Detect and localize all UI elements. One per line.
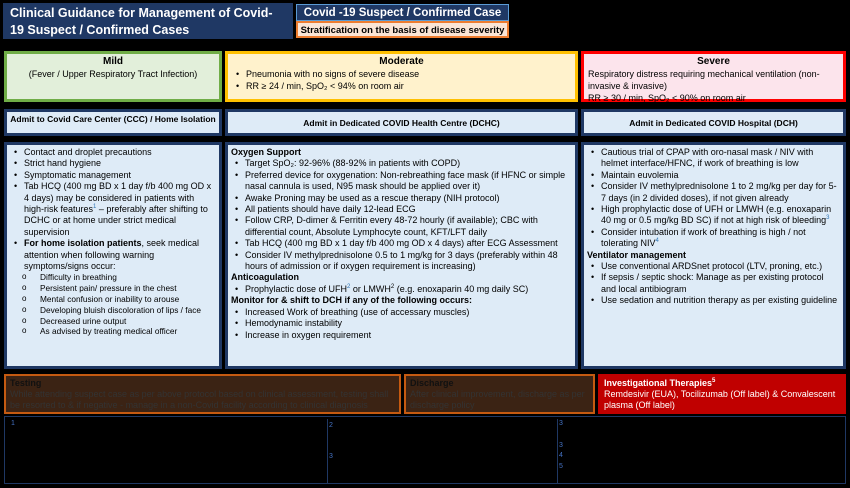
intubation-text: Consider intubation if work of breathing is high / not tolerating NIV [601, 226, 806, 249]
list-item: • Follow CRP, D-dimer & Ferritin every 48-72 hourly (if available); CBC with differential count, Absolute Lymphocyte count, KFT/LFT daily [245, 215, 572, 238]
footnote-ref: 3 [826, 215, 830, 222]
moderate-box [225, 51, 578, 102]
list-item: • All patients should have daily 12-lead ECG [245, 204, 572, 215]
warning-sign: o Difficulty in breathing [40, 272, 216, 283]
footnote-number: 5 [559, 463, 563, 470]
admit-mild-text: Admit to Covid Care Center (CCC) / Home Isolation [10, 114, 216, 124]
list-item: • Tab HCQ (400 mg BD x 1 day f/b 400 mg OD x 4 days) after ECG Assessment [245, 238, 572, 249]
list-item: • Preferred device for oxygenation: Non-rebreathing face mask (if HFNC or simple nasal cannula is used, N95 mask should be applied over it) [245, 170, 572, 193]
list-item: • Consider IV methylprednisolone 1 to 2 mg/kg per day for 5-7 days (in 2 divided doses), if not given already [601, 181, 840, 204]
list-item: • Contact and droplet precautions [24, 147, 216, 158]
footnote-number: 3 [329, 453, 333, 460]
testing-box [4, 374, 401, 414]
title-text: Clinical Guidance for Management of Covid-19 Suspect / Confirmed Cases [10, 6, 273, 37]
page-title [3, 3, 293, 39]
divider [327, 419, 328, 483]
severe-title: Severe [697, 56, 730, 67]
hcq-text-cont: – preferably after shifting to DCHC or at home under strict medical supervision [24, 204, 208, 237]
anticoagulation-heading: Anticoagulation [231, 272, 299, 283]
footnote-number: 3 [559, 442, 563, 449]
list-item: • Cautious trial of CPAP with oro-nasal mask / NIV with helmet interface/HFNC, if work of breathing is low [601, 147, 840, 170]
footnote-number: 4 [559, 452, 563, 459]
warning-sign: o Developing bluish discoloration of lips / face [40, 305, 216, 316]
testing-title: Testing [10, 378, 42, 388]
severe-management [581, 142, 846, 369]
discharge-text: After clinical improvement, discharge as per discharge policy [410, 389, 585, 410]
footnote-ref: 2 [390, 283, 395, 290]
footnote-ref: 5 [712, 378, 716, 384]
admit-mild [4, 109, 222, 136]
list-item: • Strict hand hygiene [24, 158, 216, 169]
case-header-text: Covid -19 Suspect / Confirmed Case [303, 7, 502, 19]
list-item [245, 284, 572, 295]
list-item [24, 238, 216, 272]
admit-severe [581, 109, 846, 136]
admit-moderate [225, 109, 578, 136]
moderate-title: Moderate [379, 56, 424, 67]
anticoag-text: or LMWH [350, 283, 391, 294]
home-isolation-text: , seek medical attention when following warning symptoms/signs occur: [24, 238, 200, 272]
anticoag-text: Prophylactic dose of UFH [245, 283, 348, 294]
severe-desc: Respiratory distress requiring mechanical ventilation (non-invasive & invasive) [588, 69, 820, 91]
ventilator-heading: Ventilator management [587, 249, 687, 260]
list-item: • Use conventional ARDSnet protocol (LTV, proning, etc.) [601, 261, 840, 272]
mild-box [4, 51, 222, 102]
discharge-box [404, 374, 595, 414]
discharge-title: Discharge [410, 378, 454, 388]
divider [557, 419, 558, 483]
list-item: • Consider IV methylprednisolone 0.5 to 1 mg/kg for 3 days (preferably within 48 hours of admission or if oxygen requirement is increasing) [245, 250, 572, 273]
footnotes-panel [4, 416, 846, 484]
footnote-ref: 4 [655, 238, 659, 245]
monitor-heading: Monitor for & shift to DCH if any of the following occurs: [231, 295, 472, 306]
list-item [601, 204, 840, 227]
footnote-number: 3 [559, 420, 563, 427]
investigational-title-text: Investigational Therapies [604, 378, 713, 388]
ufh-text: High prophylactic dose of UFH or LMWH (e.g. enoxaparin 40 mg or 0.5 mg/kg BD SC) if not at high risk of bleeding [601, 204, 832, 226]
testing-text: While attending suspect case as per above protocol based on clinical assessment, testing shall be resorted to & if negative - manage in a non-Covid facility according to clinical diagnosis [10, 389, 389, 410]
list-item: • Awake Proning may be used as a rescue therapy (NIH protocol) [245, 193, 572, 204]
list-item: • Maintain euvolemia [601, 170, 840, 181]
investigational-box [598, 374, 846, 414]
warning-sign: o Mental confusion or inability to arouse [40, 294, 216, 305]
warning-sign: o As advised by treating medical officer [40, 326, 216, 337]
footnote-number: 1 [11, 420, 15, 427]
oxygen-heading: Oxygen Support [231, 147, 302, 157]
list-item: • Increased Work of breathing (use of accessary muscles) [245, 307, 572, 318]
list-item: • Use sedation and nutrition therapy as per existing guideline [601, 295, 840, 306]
list-item: • Symptomatic management [24, 170, 216, 181]
hcq-text: Tab HCQ (400 mg BD x 1 day f/b 400 mg OD x 4 days) may be considered in patients with high-risk features [24, 181, 212, 215]
investigational-title [604, 378, 840, 389]
mild-desc: (Fever / Upper Respiratory Tract Infection) [28, 69, 198, 79]
case-header [296, 4, 509, 21]
stratification-text: Stratification on the basis of disease severity [300, 25, 505, 36]
admit-severe-text: Admit in Dedicated COVID Hospital (DCH) [629, 118, 798, 128]
warning-sign: o Persistent pain/ pressure in the chest [40, 283, 216, 294]
home-isolation-label: For home isolation patients [24, 238, 142, 249]
severe-box [581, 51, 846, 102]
footnote-ref: 2 [347, 283, 351, 290]
severe-criterion: RR ≥ 30 / min, SpO₂ < 90% on room air [588, 93, 746, 103]
anticoag-text: (e.g. enoxaparin 40 mg daily SC) [394, 283, 529, 294]
list-item [601, 227, 840, 250]
warning-sign: o Decreased urine output [40, 316, 216, 327]
moderate-management [225, 142, 578, 369]
list-item: • Target SpO₂: 92-96% (88-92% in patients with COPD) [245, 158, 572, 169]
mild-title: Mild [103, 56, 123, 67]
moderate-criterion: • Pneumonia with no signs of severe disease [246, 68, 571, 80]
list-item: • If sepsis / septic shock: Manage as per existing protocol and local antibiogram [601, 272, 840, 295]
list-item [24, 181, 216, 238]
list-item: • Increase in oxygen requirement [245, 330, 572, 341]
admit-moderate-text: Admit in Dedicated COVID Health Centre (DCHC) [303, 118, 500, 128]
investigational-text: Remdesivir (EUA), Tocilizumab (Off label) & Convalescent plasma (Off label) [604, 389, 836, 410]
list-item: • Hemodynamic instability [245, 318, 572, 329]
mild-management [4, 142, 222, 369]
moderate-criterion: • RR ≥ 24 / min, SpO₂ < 94% on room air [246, 80, 571, 92]
stratification-header [296, 21, 509, 38]
footnote-ref: 1 [93, 204, 97, 211]
footnote-number: 2 [329, 422, 333, 429]
